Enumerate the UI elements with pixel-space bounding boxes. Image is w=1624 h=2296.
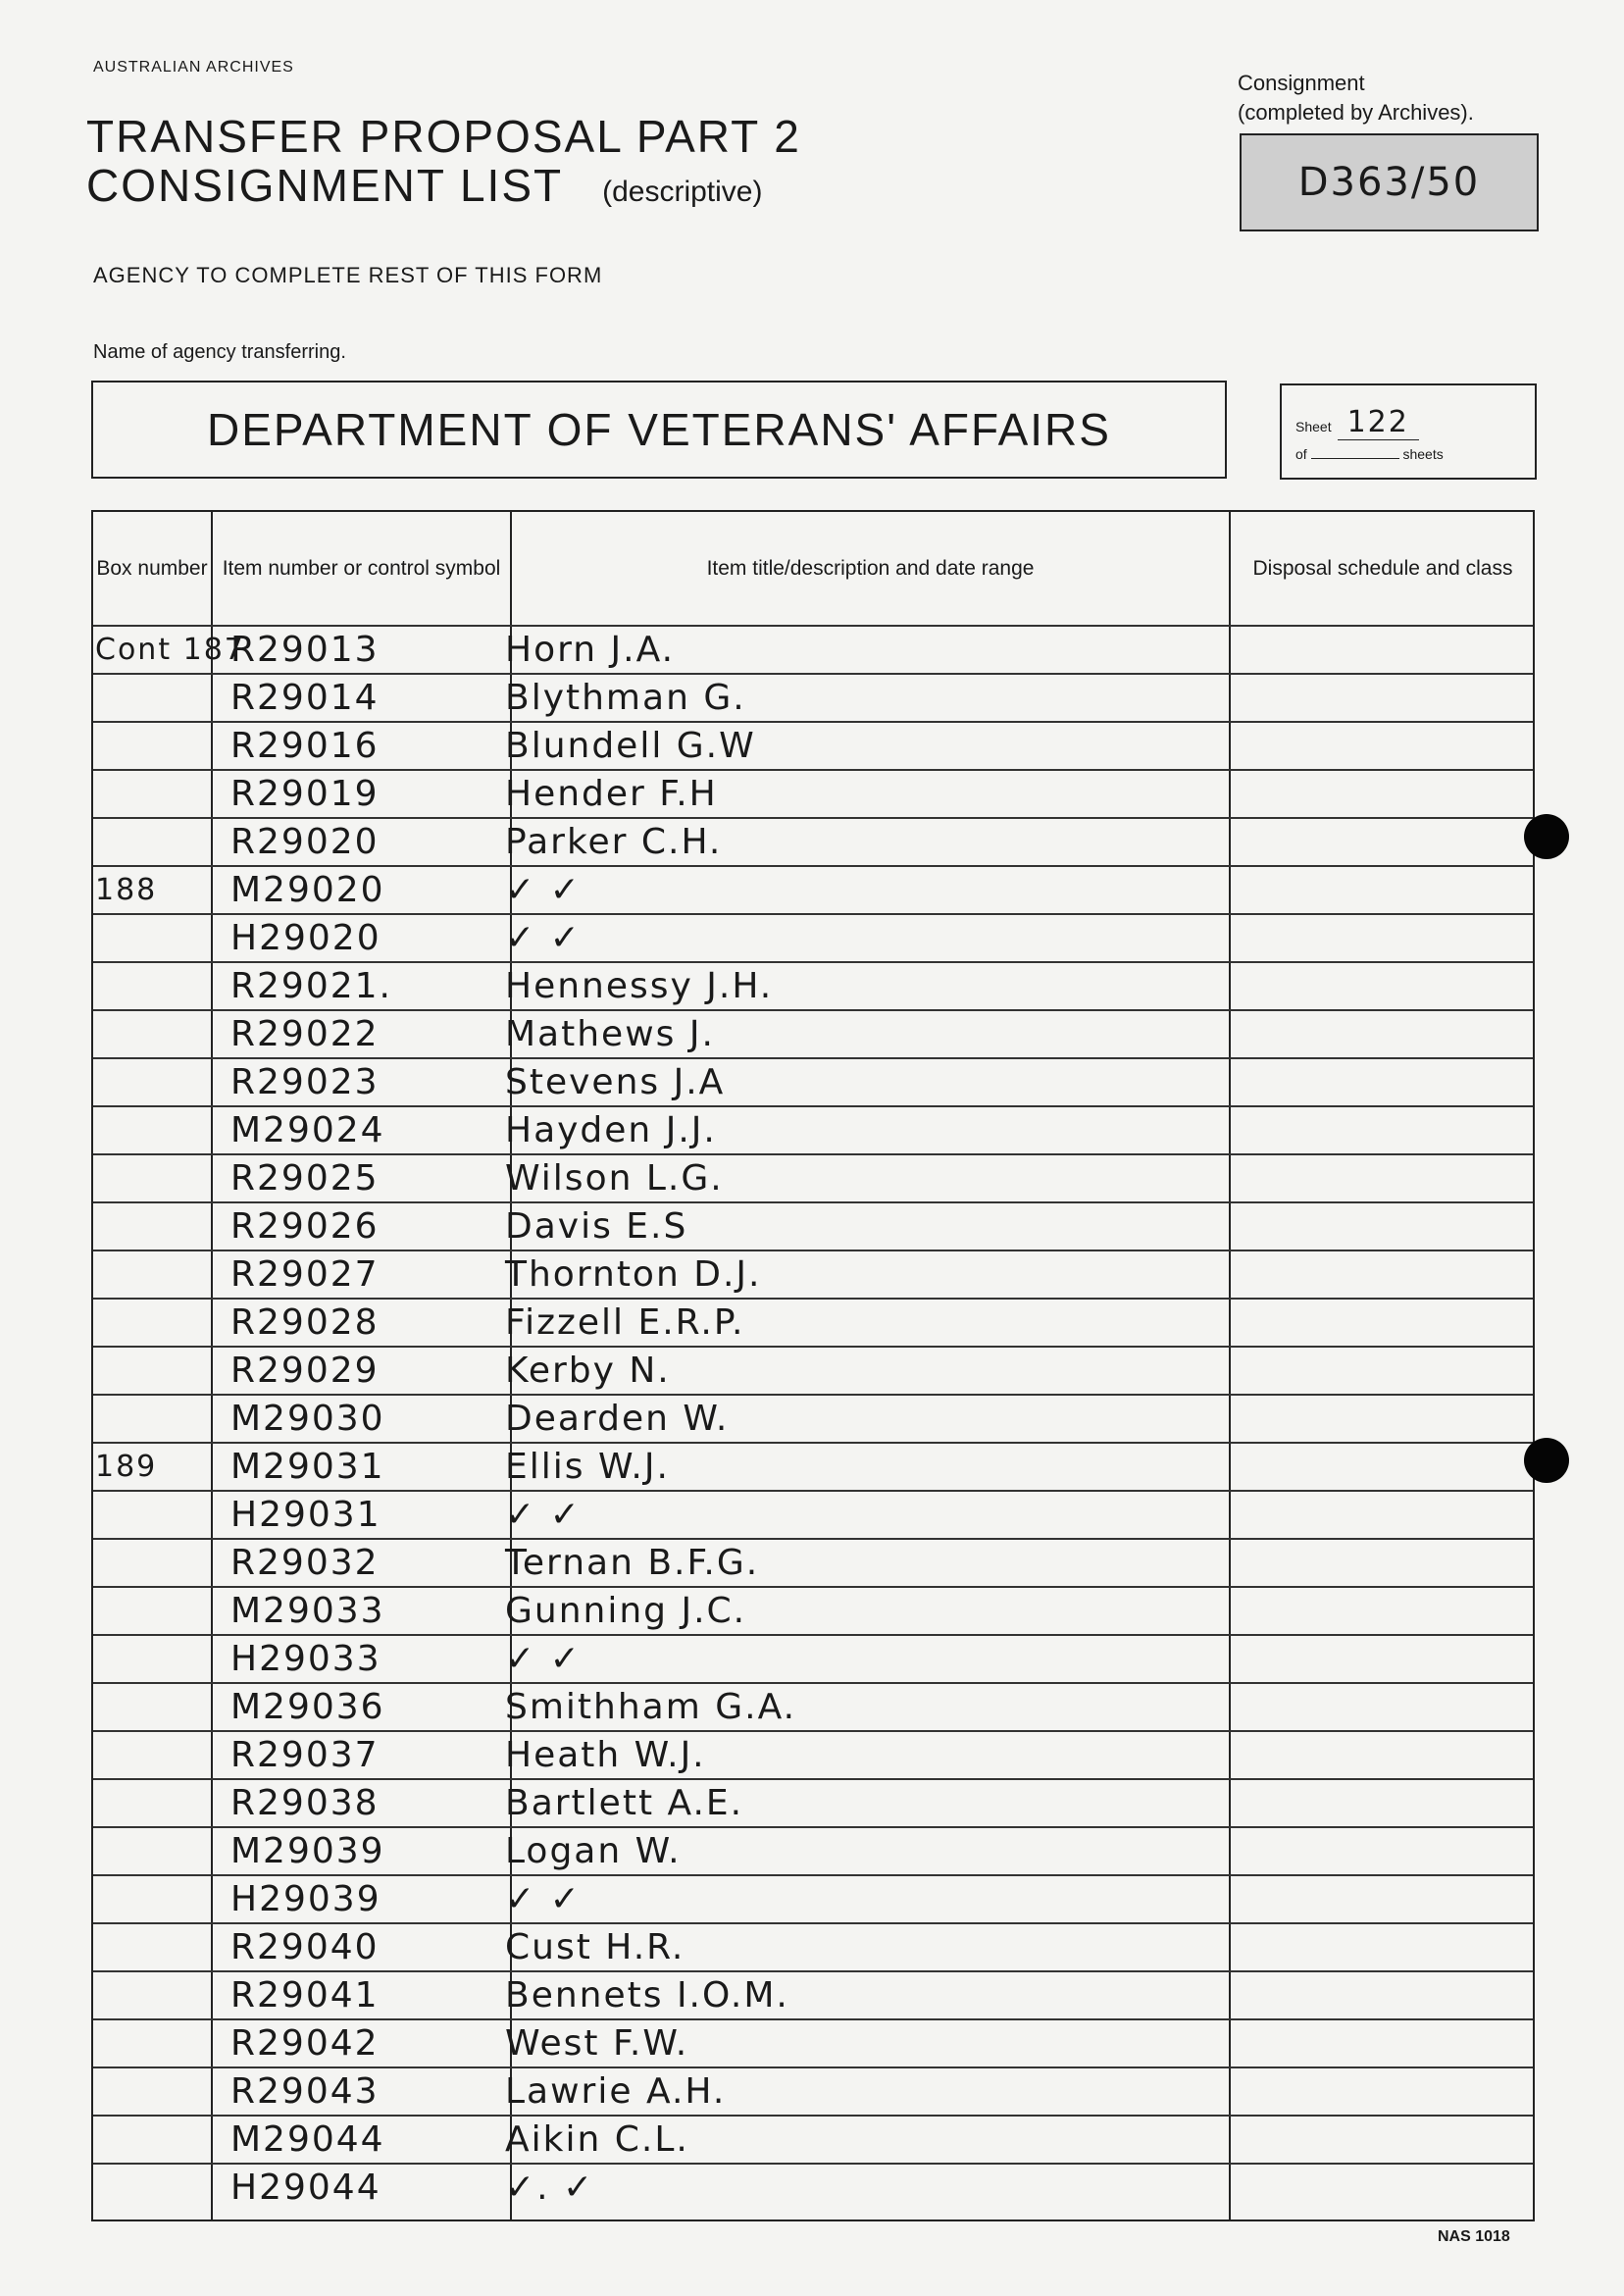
row-item-title: ✓ ✓ [505,1495,582,1535]
table-row [93,1105,1533,1153]
row-item-title: Thornton D.J. [505,1254,762,1295]
table-row [93,1874,1533,1922]
row-item-number: R29016 [230,726,380,766]
row-item-title: Ternan B.F.G. [505,1543,760,1583]
table-row [93,1153,1533,1201]
row-box-number: Cont 187 [95,633,245,667]
row-item-title: Blythman G. [505,678,746,718]
table-row [93,1490,1533,1538]
row-item-title: Kerby N. [505,1351,671,1391]
row-item-title: Wilson L.G. [505,1158,724,1199]
table-row [93,1538,1533,1586]
row-item-number: H29044 [230,2168,381,2208]
table-row [93,913,1533,961]
row-item-number: R29020 [230,822,380,862]
sheet-label: Sheet [1295,419,1332,434]
row-item-title: Parker C.H. [505,822,723,862]
row-item-number: R29029 [230,1351,380,1391]
row-item-number: R29014 [230,678,380,718]
agency-instruction: AGENCY TO COMPLETE REST OF THIS FORM [93,263,603,287]
consignment-table [91,510,1535,2221]
row-item-title: Bennets I.O.M. [505,1975,789,2015]
row-item-number: R29032 [230,1543,380,1583]
header-item-number: Item number or control symbol [222,556,501,580]
row-item-title: West F.W. [505,2023,689,2064]
table-row [93,1057,1533,1105]
row-item-number: R29028 [230,1302,380,1343]
row-item-number: R29041 [230,1975,380,2015]
row-item-number: R29038 [230,1783,380,1823]
row-item-title: ✓ ✓ [505,1879,582,1919]
row-item-title: Fizzell E.R.P. [505,1302,745,1343]
row-item-title: Cust H.R. [505,1927,685,1967]
row-item-title: Dearden W. [505,1399,730,1439]
row-item-title: Blundell G.W [505,726,756,766]
table-row [93,721,1533,769]
row-item-title: Hennessy J.H. [505,966,774,1006]
sheets-total-line [1295,446,1444,462]
table-row [93,625,1533,673]
sheets-label: sheets [1402,446,1444,462]
row-item-title: Lawrie A.H. [505,2071,727,2112]
row-item-title: Hender F.H [505,774,718,814]
row-item-title: Hayden J.J. [505,1110,717,1150]
sheets-total-blank [1311,458,1399,459]
row-item-title: Aikin C.L. [505,2119,689,2160]
header-item-title: Item title/description and date range [706,556,1035,580]
table-row [93,1298,1533,1346]
table-row [93,1778,1533,1826]
row-item-number: R29026 [230,1206,380,1247]
table-row [93,2163,1533,2211]
row-box-number: 189 [95,1450,158,1484]
table-row [93,1922,1533,1970]
row-item-title: Ellis W.J. [505,1447,670,1487]
row-item-number: R29022 [230,1014,380,1054]
punch-hole-top [1524,814,1569,859]
form-title-desc: (descriptive) [602,176,763,208]
table-row [93,1201,1533,1250]
table-row [93,865,1533,913]
form-title-line1: TRANSFER PROPOSAL PART 2 [86,111,801,162]
row-item-number: M29030 [230,1399,385,1439]
table-row [93,961,1533,1009]
row-item-number: M29033 [230,1591,385,1631]
table-row [93,1634,1533,1682]
table-row [93,817,1533,865]
consignment-label [1238,69,1474,128]
row-item-title: Stevens J.A [505,1062,726,1102]
consignment-label-line1: Consignment [1238,71,1365,95]
table-row [93,1394,1533,1442]
table-row [93,1730,1533,1778]
table-row [93,1346,1533,1394]
agency-name-label: Name of agency transferring. [93,341,346,363]
form-number: NAS 1018 [1438,2228,1510,2245]
punch-hole-bottom [1524,1438,1569,1483]
consignment-label-line2: (completed by Archives). [1238,100,1474,125]
row-item-title: ✓ ✓ [505,1639,582,1679]
table-row [93,2066,1533,2115]
row-item-number: H29020 [230,918,381,958]
row-item-title: Bartlett A.E. [505,1783,744,1823]
row-item-number: R29027 [230,1254,380,1295]
row-item-number: R29021. [230,966,392,1006]
row-item-number: R29043 [230,2071,380,2112]
row-item-number: H29031 [230,1495,381,1535]
row-item-number: R29040 [230,1927,380,1967]
row-item-title: ✓ ✓ [505,870,582,910]
row-item-title: Smithham G.A. [505,1687,797,1727]
row-item-number: H29033 [230,1639,381,1679]
sheet-line [1295,405,1419,439]
row-item-title: Davis E.S [505,1206,688,1247]
agency-name-field: DEPARTMENT OF VETERANS' AFFAIRS [91,381,1227,479]
row-item-title: Logan W. [505,1831,682,1871]
row-item-number: M29020 [230,870,385,910]
row-item-number: R29023 [230,1062,380,1102]
table-row [93,1250,1533,1298]
sheet-number: 122 [1338,405,1419,440]
row-item-number: M29036 [230,1687,385,1727]
table-row [93,2115,1533,2163]
row-item-number: R29019 [230,774,380,814]
row-item-number: R29037 [230,1735,380,1775]
row-item-number: R29025 [230,1158,380,1199]
row-item-title: ✓ ✓ [505,918,582,958]
table-row [93,1970,1533,2018]
archives-header: AUSTRALIAN ARCHIVES [93,59,294,76]
row-item-title: Horn J.A. [505,630,676,670]
form-title-line2-main: CONSIGNMENT LIST [86,160,564,211]
table-row [93,1826,1533,1874]
table-row [93,1009,1533,1057]
form-title-line2 [86,159,762,212]
table-row [93,673,1533,721]
table-row [93,1682,1533,1730]
row-item-title: Mathews J. [505,1014,715,1054]
row-item-number: M29039 [230,1831,385,1871]
of-label: of [1295,446,1307,462]
row-box-number: 188 [95,873,158,907]
row-item-title: Heath W.J. [505,1735,706,1775]
table-row [93,2018,1533,2066]
consignment-number-field: D363/50 [1240,133,1539,231]
row-item-number: R29013 [230,630,380,670]
row-item-title: ✓. ✓ [505,2168,595,2208]
table-row [93,1586,1533,1634]
row-item-number: M29024 [230,1110,385,1150]
row-item-number: H29039 [230,1879,381,1919]
row-item-number: R29042 [230,2023,380,2064]
table-row [93,769,1533,817]
sheet-number-box [1280,383,1537,480]
header-box-number: Box number [96,556,208,580]
table-row [93,1442,1533,1490]
row-item-title: Gunning J.C. [505,1591,747,1631]
row-item-number: M29044 [230,2119,385,2160]
header-disposal: Disposal schedule and class [1252,556,1513,580]
row-item-number: M29031 [230,1447,385,1487]
